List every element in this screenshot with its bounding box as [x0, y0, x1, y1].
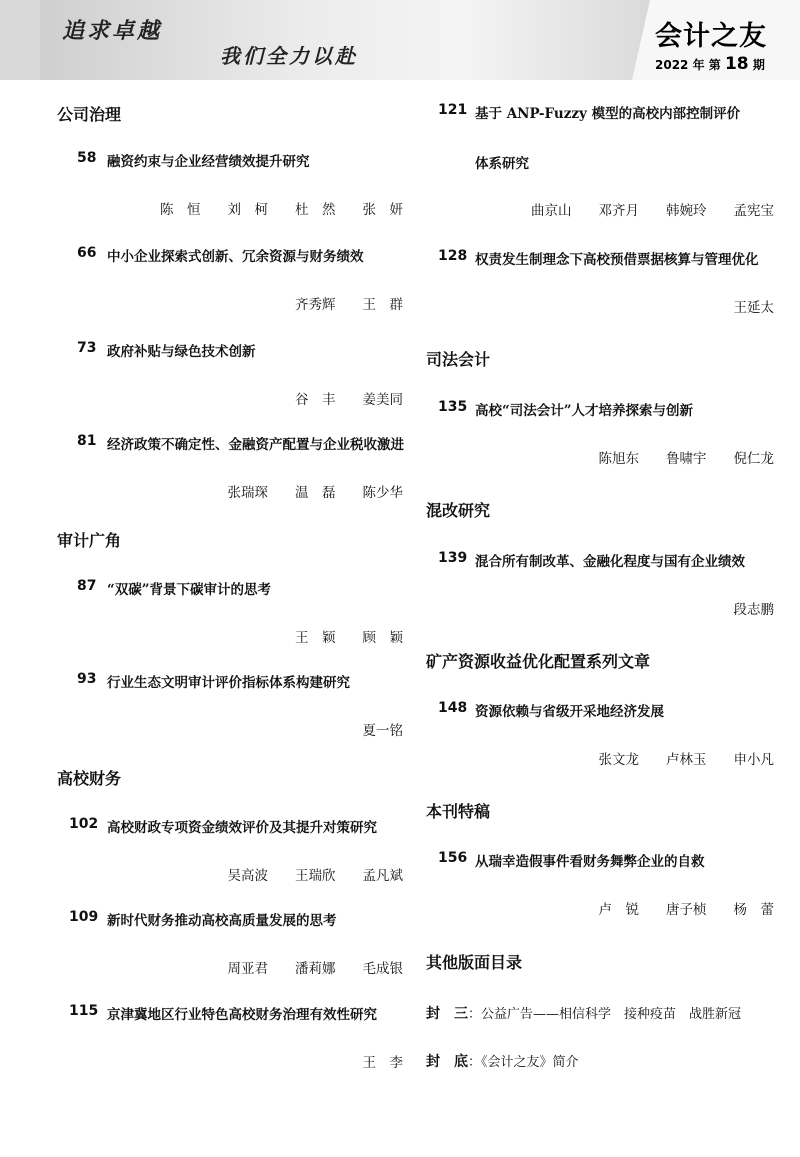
article-authors: 夏一铭 [362, 723, 403, 739]
article-title: 资源依赖与省级开采地经济发展 [475, 704, 664, 720]
issue-suffix: 期 [752, 58, 765, 72]
page-number: 81 [77, 433, 97, 449]
issue-year-suffix: 年 第 [692, 58, 721, 72]
other-item-text: ：公益广告——相信科学 接种疫苗 战胜新冠 [468, 1007, 742, 1022]
page-number: 156 [438, 850, 468, 866]
article-authors: 段志鹏 [733, 602, 774, 618]
article-title: 高校财政专项资金绩效评价及其提升对策研究 [107, 820, 377, 836]
other-item-label: 封 底 [426, 1054, 468, 1070]
article-title: 行业生态文明审计评价指标体系构建研究 [107, 675, 350, 691]
article-title: 京津冀地区行业特色高校财务治理有效性研究 [107, 1007, 377, 1023]
page-number: 58 [77, 150, 97, 166]
page-number: 121 [438, 102, 468, 118]
article-authors: 谷 丰 姜美同 [295, 392, 403, 408]
page-number: 66 [77, 245, 97, 261]
section-title: 本刊特稿 [426, 802, 491, 821]
page-number: 87 [77, 578, 97, 594]
section-title: 司法会计 [426, 350, 491, 369]
article-title: 融资约束与企业经营绩效提升研究 [107, 154, 310, 170]
section-title: 矿产资源收益优化配置系列文章 [426, 652, 651, 671]
issue-info [655, 54, 765, 74]
magazine-name: 会计之友 [655, 21, 767, 52]
page-number: 115 [69, 1003, 99, 1019]
issue-year: 2022 [655, 58, 689, 72]
article-title-line-1: 基于 ANP-Fuzzy 模型的高校内部控制评价 [475, 106, 741, 122]
page-number: 93 [77, 671, 97, 687]
article-title: 混合所有制改革、金融化程度与国有企业绩效 [475, 554, 745, 570]
section-title: 审计广角 [57, 531, 122, 550]
article-authors: 吴高波 王瑞欣 孟凡斌 [227, 868, 403, 884]
section-title: 其他版面目录 [426, 953, 523, 972]
article-authors: 王 李 [362, 1055, 403, 1071]
page-number: 109 [69, 909, 99, 925]
article-authors: 张文龙 卢林玉 申小凡 [598, 752, 774, 768]
page-header [0, 0, 800, 80]
article-authors: 齐秀辉 王 群 [295, 297, 403, 313]
slogan-line-1: 追求卓越 [62, 18, 163, 44]
article-title: 从瑞幸造假事件看财务舞弊企业的自救 [475, 854, 705, 870]
page-number: 148 [438, 700, 468, 716]
section-title: 高校财务 [57, 769, 122, 788]
article-title: 中小企业探索式创新、冗余资源与财务绩效 [107, 249, 364, 265]
article-authors: 王延太 [733, 300, 774, 316]
issue-number: 18 [724, 54, 749, 74]
page-number: 139 [438, 550, 468, 566]
section-title: 混改研究 [426, 501, 491, 520]
page-number: 73 [77, 340, 97, 356]
article-authors: 张瑞琛 温 磊 陈少华 [227, 485, 403, 501]
article-authors: 王 颖 顾 颖 [295, 630, 403, 646]
article-title: 新时代财务推动高校高质量发展的思考 [107, 913, 337, 929]
article-authors: 周亚君 潘莉娜 毛成银 [227, 961, 403, 977]
page-number: 102 [69, 816, 99, 832]
article-title: 政府补贴与绿色技术创新 [107, 344, 256, 360]
article-authors: 陈 恒 刘 柯 杜 然 张 妍 [160, 202, 403, 218]
slogan-line-2: 我们全力以赴 [220, 44, 358, 68]
section-title: 公司治理 [57, 105, 122, 124]
other-item-label: 封 三 [426, 1006, 468, 1022]
other-item-back-cover[interactable] [426, 1051, 579, 1071]
article-authors: 陈旭东 鲁啸宇 倪仁龙 [598, 451, 774, 467]
article-title: 高校“司法会计”人才培养探索与创新 [475, 403, 694, 419]
article-title: 经济政策不确定性、金融资产配置与企业税收激进 [107, 437, 404, 453]
article-title: 权责发生制理念下高校预借票据核算与管理优化 [475, 252, 759, 268]
other-item-text: ：《会计之友》简介 [468, 1055, 579, 1070]
article-title-line-2: 体系研究 [475, 156, 529, 172]
page-number: 128 [438, 248, 468, 264]
page-number: 135 [438, 399, 468, 415]
other-item-inside-back-cover[interactable] [426, 1003, 741, 1023]
article-authors: 曲京山 邓齐月 韩婉玲 孟宪宝 [531, 203, 774, 219]
article-title: “双碳”背景下碳审计的思考 [107, 582, 272, 598]
article-authors: 卢 锐 唐子桢 杨 蕾 [598, 902, 774, 918]
